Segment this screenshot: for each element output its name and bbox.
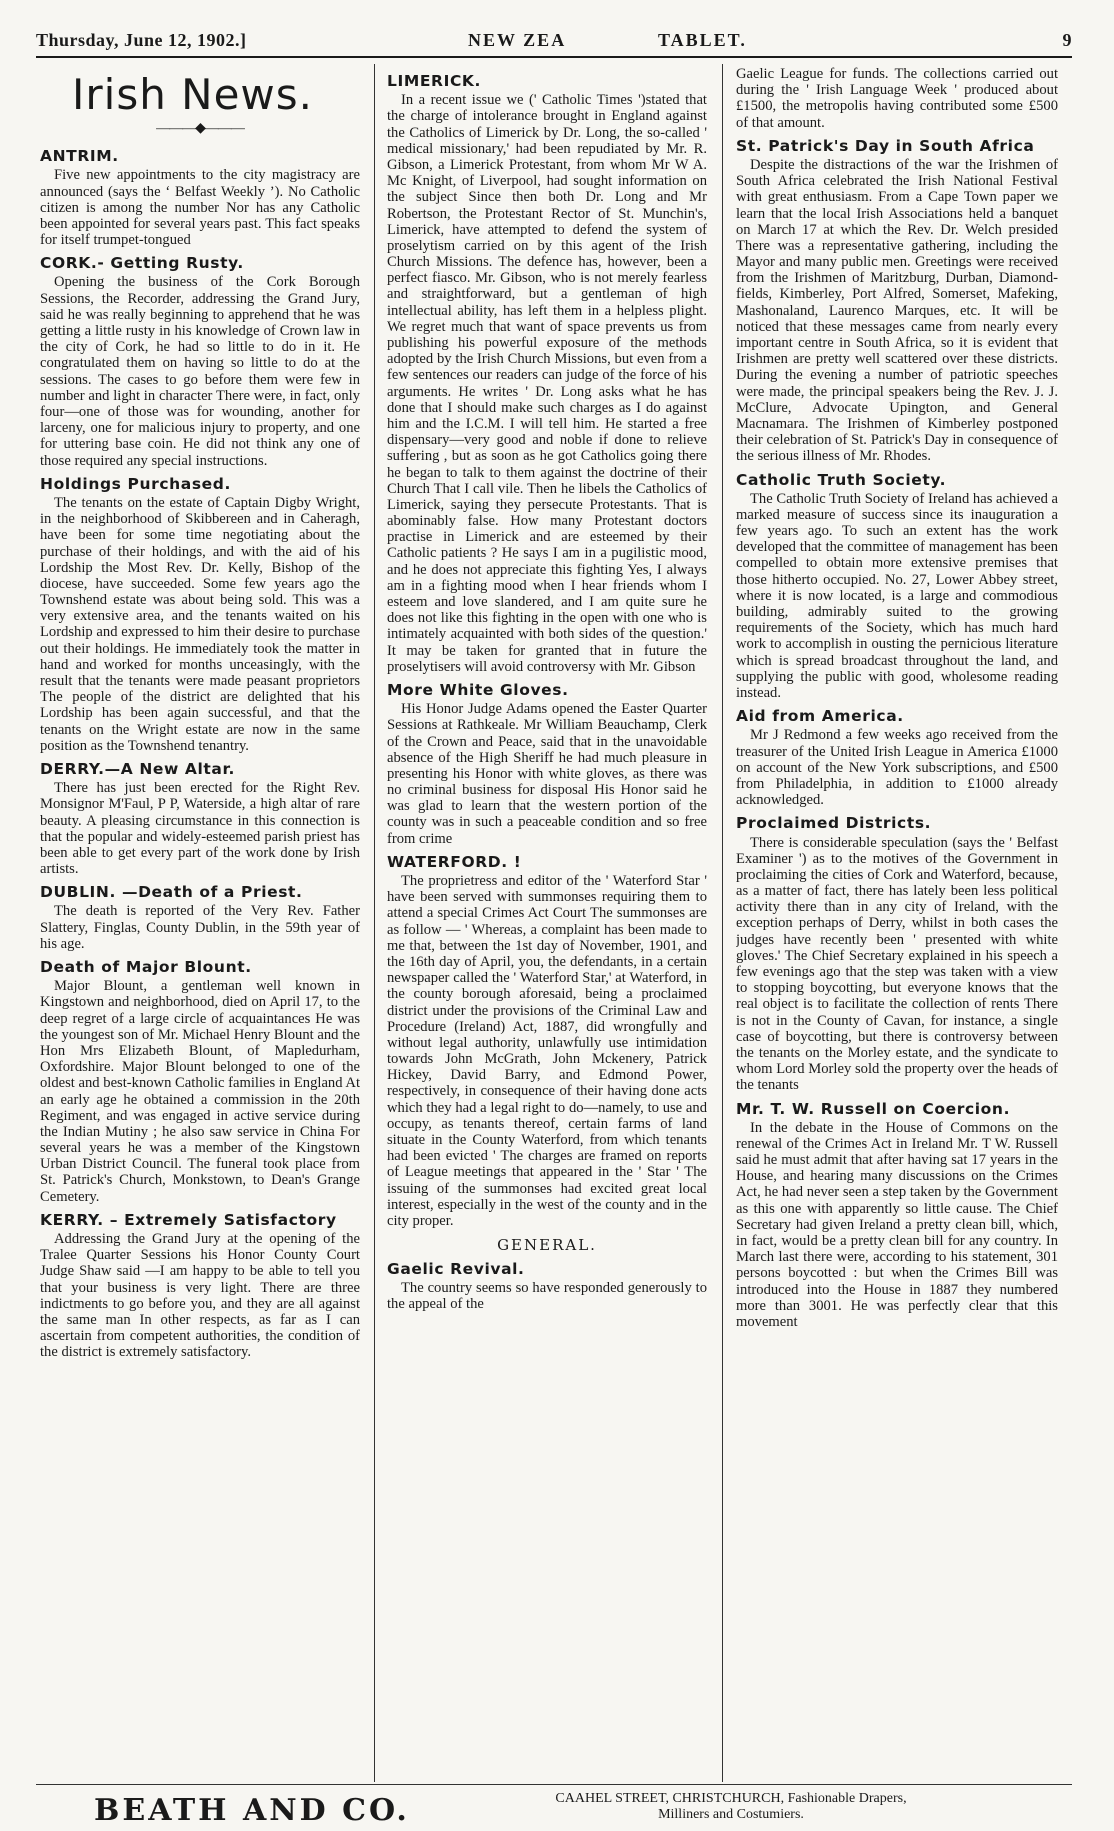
article-gaelic: The country seems so have responded generously to the appeal of the [387,1280,707,1313]
article-derry: There has just been erected for the Right Rev. Monsignor M'Faul, P P, Waterside, a high altar of rare beauty. A pleasing circumstance in this connection is that the popular and widely-esteemed parish priest has been able to get every part of the work done by Irish artists. [40,780,360,878]
heading-aid: Aid from America. [736,707,904,726]
heading-gaelic: Gaelic Revival. [387,1259,525,1278]
heading-cork: CORK.- Getting Rusty. [40,254,244,273]
article-waterford: The proprietress and editor of the ' Waterford Star ' have been served with summonses requiring them to attend a special Crimes Act Court The summonses are as follow — ' Whereas, a complaint has been made to me that, between the 1st day of November, 1901, and the 16th day of April, you, the defendants, in a certain newspaper called the ' Waterford Star,' at Waterford, in the county borough aforesaid, being a proclaimed district under the provisions of the Criminal Law and Procedure (Ireland) Act, 1887, did wrongfully and without legal authority, unlawfully use intimidation towards John McGrath, John Mckenery, Patrick Hickey, David Barry, and Edmond Power, respectively, in consequence of their having done acts which they had a legal right to do—namely, to use and occupy, as tenants thereof, certain farms of land situate in the County Waterford, from which tenants had been evicted ' The charges are framed on reports of League meetings that appeared in the ' Star ' The issuing of the summonses had excited great local interest, especially in the west of the county and in the city proper. [387,873,707,1229]
page-number: 9 [1062,30,1072,50]
heading-russell: Mr. T. W. Russell on Coercion. [736,1099,1011,1118]
article-antrim: Five new appointments to the city magistracy are announced (says the ‘ Belfast Weekly ’). No Catholic citizen is among the number Nor has any Catholic been appointed for several years past. This fact speaks for itself trumpet-tongued [40,167,360,249]
article-cts: The Catholic Truth Society of Ireland has achieved a marked measure of success since its inauguration a few years ago. To such an extent has the work developed that the committee of management has been compelled to obtain more extensive premises that those hitherto occupied. No. 27, Lower Abbey street, where it is now located, is a large and commodious building, admirably suited to the growing requirements of the Society, which has much hard work to accomplish in ousting the pernicious literature which is spread broadcast throughout the land, and supplying the public with good, wholesome reading instead. [736,490,1058,701]
article-gloves: His Honor Judge Adams opened the Easter Quarter Sessions at Rathkeale. Mr William Beauchamp, Clerk of the Crown and Peace, said that in the unavoidable absence of the High Sheriff he had much pleasure in presenting his Honor with white gloves, as there was no criminal business for disposal His Honor said he was glad to learn that the western portion of the county was in such a peaceable condition and so free from crime [387,701,707,847]
heading-waterford: WATERFORD. ! [387,852,522,871]
article-st-patricks: Despite the distractions of the war the Irishmen of South Africa celebrated the Irish National Festival with great enthusiasm. From a Cape Town paper we learn that the local Irish Associations held a banquet on March 17 at which the Rev. Dr. Welch presided There was a representative gathering, including the Mayor and many public men. Greetings were received from the Irishmen of Maritzburg, Durban, Diamond-fields, Kimberley, Port Alfred, Somerset, Mafeking, Mashonaland, Laurenco Marques, etc. It will be noticed that these messages came from nearly every important centre in South Africa, so it is evident that Irishmen are pretty well scattered over these districts. During the evening a number of patriotic speeches were made, the principal speakers being the Rev. J. J. McClure, Advocate Upington, and General Macnamara. The Irishmen of Kimberley postponed their celebration of St. Patrick's Day in consequence of the serious illness of Mr. Rhodes. [736,156,1058,465]
heading-st-patricks: St. Patrick's Day in South Africa [736,136,1035,155]
column-2 [387,66,707,1780]
heading-proclaimed: Proclaimed Districts. [736,814,932,833]
article-blount: Major Blount, a gentleman well known in Kingstown and neighborhood, died on April 17, to the deep regret of a large circle of acquaintances He was the youngest son of Mr. Michael Henry Blount and the Hon Mrs Elizabeth Blount, of Mapledurham, Oxfordshire. Major Blount belonged to one of the oldest and best-known Catholic families in England At an early age he obtained a commission in the 20th Regiment, and was engaged in active service during the Indian Mutiny ; he also saw service in China For several years he was a member of the Kingstown Urban District Council. The funeral took place from St. Patrick's Church, Monkstown, to Dean's Grange Cemetery. [40,978,360,1205]
article-gaelic-continued: Gaelic League for funds. The collections carried out during the ' Irish Language Week ' produced about £1500, the metropolis having contributed some £500 of that amount. [736,66,1058,131]
publication-title-right: TABLET. [658,30,747,50]
heading-general: GENERAL. [497,1236,597,1255]
issue-date: Thursday, June 12, 1902.] [36,30,247,50]
page-header [36,30,1072,54]
heading-kerry: KERRY. – Extremely Satisfactory [40,1210,337,1229]
heading-holdings: Holdings Purchased. [40,474,231,493]
column-3 [736,66,1058,1780]
article-proclaimed: There is considerable speculation (says the ' Belfast Examiner ') as to the motives of the Government in proclaiming the cities of Cork and Waterford, because, as a matter of fact, there has lately been less political activity there than in any city of Ireland, with the exception perhaps of Derry, whilst in both cases the judges have recently been ' presented with white gloves.' The Chief Secretary explained in his speech a few evenings ago that the step was taken with a view to stopping boycotting, but everyone knows that the real object is to facilitate the collection of rents There is not in the County of Cavan, for instance, a single case of boycotting, but there is controversy between the tenants on the Morley estate, and the syndicate to whom Lord Morley sold the property over the heads of the tenants [736,834,1058,1094]
heading-blount: Death of Major Blount. [40,958,252,977]
column-divider-2 [722,64,723,1782]
article-holdings: The tenants on the estate of Captain Digby Wright, in the neighborhood of Skibbereen and in Caheragh, have been for some time negotiating about the purchase of their holdings, and with the aid of his Lordship the Most Rev. Dr. Kelly, Bishop of the diocese, have succeeded. Some few years ago the Townshend estate was about being sold. This was a very extensive area, and the tenants waited on his Lordship and expressed to him their desire to purchase out their holdings. He immediately took the matter in hand and worked for months unceasingly, with the result that the tenants were made peasant proprietors The people of the district are delighted that his Lordship has been again successful, and that the tenants on the Wright estate are now in the same position as the Townshend tenantry. [40,494,360,754]
column-1 [40,66,360,1780]
article-cork: Opening the business of the Cork Borough Sessions, the Recorder, addressing the Grand Jury, said he was really beginning to apprehend that he was getting a little rusty in his knowledge of Crown law in the city of Cork, he had so little to do in it. He congratulated them on having so little to do at the sessions. The cases to go before them were few in number and light in character There were, in fact, only four—one of those was for wounding, another for larceny, one for malicious injury to property, and one for uttering base coin. He did not think any one of those required any special instructions. [40,274,360,469]
article-aid: Mr J Redmond a few weeks ago received from the treasurer of the United Irish League in America £1000 on account of the New York subscriptions, and £500 from Philadelphia, in addition to £1000 already acknowledged. [736,727,1058,809]
heading-antrim: ANTRIM. [40,147,119,166]
address-line-2: Milliners and Costumiers. [658,1807,804,1823]
column-divider-1 [374,64,375,1782]
advertiser-address [496,1791,966,1823]
article-dublin: The death is reported of the Very Rev. Father Slattery, Finglas, County Dublin, in the 59th year of his age. [40,903,360,952]
title-ornament: ———◆——— [156,120,244,136]
article-russell: In the debate in the House of Commons on the renewal of the Crimes Act in Ireland Mr. T W. Russell said he must admit that after having sat 17 years in the House, and hearing many discussions on the Crimes Act, he had never seen a step taken by the Government as this one with apparently so little cause. The Chief Secretary had given Ireland a pretty clean bill, which, in fact, would be a pretty clean bill for any country. In March last there were, according to his statement, 301 persons boycotted : but when the Crimes Bill was introduced into the House in 1887 they numbered more than 3001. He was perfectly clear that this movement [736,1119,1058,1330]
article-kerry: Addressing the Grand Jury at the opening of the Tralee Quarter Sessions his Honor County Court Judge Shaw said —I am happy to be able to tell you that your business is very light. There are three indictments to go before you, and they are all against the same man In other respects, as far as I can ascertain from competent authorities, the condition of the district is extremely satisfactory. [40,1231,360,1361]
address-line-1: CAAHEL STREET, CHRISTCHURCH, Fashionable Drapers, [555,1791,907,1806]
section-title: Irish News. [72,70,314,119]
heading-dublin: DUBLIN. —Death of a Priest. [40,883,303,902]
heading-limerick: LIMERICK. [387,72,482,90]
advertiser-name: BEATH AND CO. [94,1793,410,1828]
header-rule [36,56,1072,58]
heading-gloves: More White Gloves. [387,680,569,699]
heading-derry: DERRY.—A New Altar. [40,759,236,778]
advertisement-footer [36,1784,1072,1829]
heading-cts: Catholic Truth Society. [736,470,947,489]
article-limerick: In a recent issue we (' Catholic Times ')stated that the charge of intolerance brought in England against the Catholics of Limerick by Dr. Long, the so-called ' medical missionary,' had been repudiated by Mr. R. Gibson, a Limerick Protestant, from whom Mr W A. Mc Knight, of Liverpool, had sought information on the subject Since then both Dr. Long and Mr Robertson, the Protestant Rector of St. Munchin's, Limerick, have attempted to defend the system of proselytism carried on by this agent of the Irish Church Missions. The defence has, however, been a perfect fiasco. Mr. Gibson, who is not merely fearless and straightforward, but a gentleman of high intellectual ability, has left them in a helpless plight. We regret much that want of space prevents us from publishing his powerful exposure of the methods adopted by the Irish Church Missions, but even from a few sentences our readers can judge of the force of his arguments. He writes ' Dr. Long asks what he has done that I should make such charges as I do against him and the I.C.M. I will tell him. He started a free dispensary—very good and noble if done to relieve suffering , but as soon as he got Catholics going there he began to talk to them against the doctrine of their Church That I call vile. Then he libels the Catholics of Limerick, saying they persecute Protestants. That is abominably false. How many Protestant doctors practise in Limerick and are esteemed by their Catholic patients ? He says I am in a pugilistic mood, and he does not appreciate this fighting Yes, I always am in a fighting mood when I hear friends whom I esteem and love slandered, and I am quite sure he does not like this fighting in the open with one who is intimately acquainted with both sides of the question.' It may be taken for granted that in future the proselytisers will avoid controversy with Mr. Gibson [387,92,707,675]
publication-title-left: NEW ZEA [468,30,567,50]
